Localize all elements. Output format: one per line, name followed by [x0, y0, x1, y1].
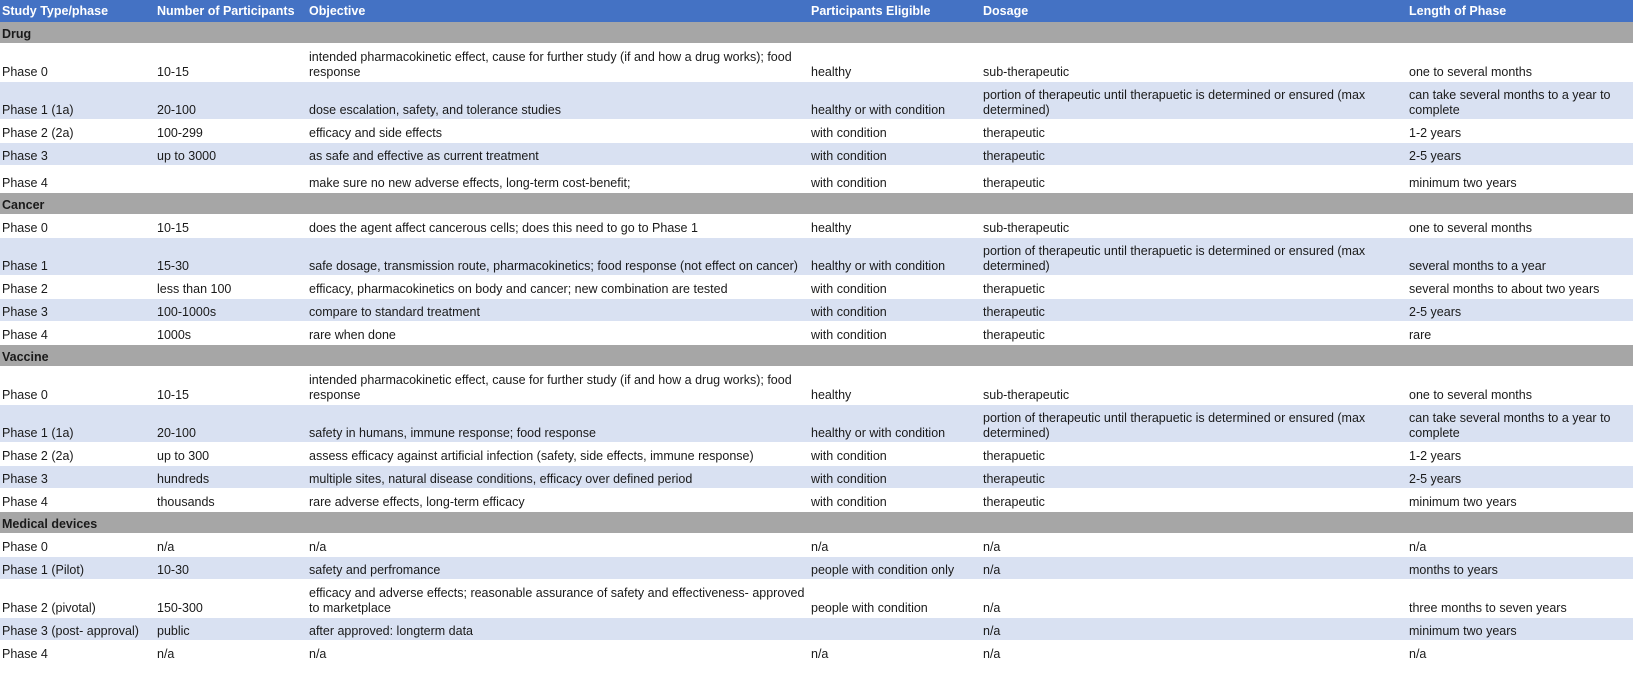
cell-participants: 20-100: [155, 82, 307, 120]
cell-study-type: Phase 3 (post- approval): [0, 618, 155, 641]
cell-objective: intended pharmacokinetic effect, cause for further study (if and how a drug works); food response: [307, 367, 809, 405]
cell-participants: 1000s: [155, 322, 307, 345]
cell-dosage: therapuetic: [981, 443, 1407, 466]
cell-length: several months to a year: [1407, 238, 1633, 276]
cell-study-type: Phase 1: [0, 238, 155, 276]
cell-dosage: n/a: [981, 534, 1407, 557]
section-row: [0, 512, 1633, 534]
cell-study-type: Phase 3: [0, 466, 155, 489]
table-row: [0, 443, 1633, 466]
cell-length: minimum two years: [1407, 489, 1633, 512]
cell-length: 2-5 years: [1407, 466, 1633, 489]
cell-participants: 150-300: [155, 580, 307, 618]
cell-eligible: with condition: [809, 276, 981, 299]
header-length: Length of Phase: [1407, 0, 1633, 22]
table-row: [0, 238, 1633, 276]
cell-objective: safety and perfromance: [307, 557, 809, 580]
cell-dosage: therapeutic: [981, 466, 1407, 489]
cell-dosage: sub-therapeutic: [981, 367, 1407, 405]
cell-dosage: therapeutic: [981, 120, 1407, 143]
header-eligible: Participants Eligible: [809, 0, 981, 22]
cell-dosage: therapuetic: [981, 276, 1407, 299]
cell-dosage: portion of therapeutic until therapuetic is determined or ensured (max determined): [981, 82, 1407, 120]
cell-participants: 100-299: [155, 120, 307, 143]
cell-dosage: therapeutic: [981, 489, 1407, 512]
table-row: [0, 618, 1633, 641]
cell-objective: does the agent affect cancerous cells; does this need to go to Phase 1: [307, 215, 809, 238]
cell-study-type: Phase 0: [0, 215, 155, 238]
cell-length: several months to about two years: [1407, 276, 1633, 299]
table-row: [0, 489, 1633, 512]
table-row: [0, 215, 1633, 238]
table-row: [0, 143, 1633, 166]
cell-participants: up to 300: [155, 443, 307, 466]
section-title: Drug: [0, 22, 1633, 44]
table-row: [0, 641, 1633, 664]
table-row: [0, 405, 1633, 443]
section-row: [0, 193, 1633, 215]
table-row: [0, 276, 1633, 299]
table-row: [0, 466, 1633, 489]
cell-participants: hundreds: [155, 466, 307, 489]
cell-eligible: healthy or with condition: [809, 238, 981, 276]
table-row: [0, 299, 1633, 322]
table-row: [0, 322, 1633, 345]
cell-length: minimum two years: [1407, 618, 1633, 641]
cell-eligible: with condition: [809, 443, 981, 466]
cell-length: rare: [1407, 322, 1633, 345]
header-objective: Objective: [307, 0, 809, 22]
cell-length: one to several months: [1407, 215, 1633, 238]
cell-participants: public: [155, 618, 307, 641]
cell-dosage: portion of therapeutic until therapuetic is determined or ensured (max determined): [981, 238, 1407, 276]
cell-eligible: with condition: [809, 322, 981, 345]
cell-participants: 10-15: [155, 215, 307, 238]
cell-participants: n/a: [155, 641, 307, 664]
section-row: [0, 345, 1633, 367]
cell-participants: 100-1000s: [155, 299, 307, 322]
header-participants: Number of Participants: [155, 0, 307, 22]
cell-study-type: Phase 4: [0, 489, 155, 512]
cell-dosage: therapeutic: [981, 166, 1407, 193]
cell-study-type: Phase 1 (1a): [0, 82, 155, 120]
cell-study-type: Phase 2 (pivotal): [0, 580, 155, 618]
cell-dosage: n/a: [981, 557, 1407, 580]
cell-eligible: people with condition: [809, 580, 981, 618]
cell-objective: safety in humans, immune response; food response: [307, 405, 809, 443]
table-row: [0, 580, 1633, 618]
cell-study-type: Phase 3: [0, 299, 155, 322]
cell-length: 2-5 years: [1407, 299, 1633, 322]
cell-study-type: Phase 3: [0, 143, 155, 166]
table-row: [0, 557, 1633, 580]
cell-dosage: n/a: [981, 641, 1407, 664]
cell-study-type: Phase 2 (2a): [0, 443, 155, 466]
cell-eligible: with condition: [809, 166, 981, 193]
cell-dosage: n/a: [981, 580, 1407, 618]
cell-length: months to years: [1407, 557, 1633, 580]
header-dosage: Dosage: [981, 0, 1407, 22]
cell-length: one to several months: [1407, 367, 1633, 405]
cell-study-type: Phase 0: [0, 534, 155, 557]
cell-objective: dose escalation, safety, and tolerance studies: [307, 82, 809, 120]
cell-length: 1-2 years: [1407, 443, 1633, 466]
cell-participants: 10-30: [155, 557, 307, 580]
cell-length: three months to seven years: [1407, 580, 1633, 618]
cell-study-type: Phase 0: [0, 44, 155, 82]
cell-dosage: n/a: [981, 618, 1407, 641]
cell-participants: 20-100: [155, 405, 307, 443]
cell-participants: 15-30: [155, 238, 307, 276]
cell-dosage: sub-therapeutic: [981, 44, 1407, 82]
cell-eligible: healthy or with condition: [809, 405, 981, 443]
cell-dosage: therapeutic: [981, 299, 1407, 322]
table-row: [0, 367, 1633, 405]
cell-dosage: therapeutic: [981, 143, 1407, 166]
cell-eligible: with condition: [809, 143, 981, 166]
section-title: Cancer: [0, 193, 1633, 215]
cell-eligible: n/a: [809, 641, 981, 664]
cell-participants: [155, 166, 307, 193]
cell-dosage: sub-therapeutic: [981, 215, 1407, 238]
table-row: [0, 534, 1633, 557]
cell-length: 2-5 years: [1407, 143, 1633, 166]
header-study-type: Study Type/phase: [0, 0, 155, 22]
cell-study-type: Phase 2 (2a): [0, 120, 155, 143]
cell-objective: intended pharmacokinetic effect, cause for further study (if and how a drug works); food response: [307, 44, 809, 82]
cell-eligible: n/a: [809, 534, 981, 557]
cell-study-type: Phase 4: [0, 641, 155, 664]
cell-participants: less than 100: [155, 276, 307, 299]
cell-dosage: portion of therapeutic until therapuetic is determined or ensured (max determined): [981, 405, 1407, 443]
cell-objective: as safe and effective as current treatment: [307, 143, 809, 166]
table-row: [0, 82, 1633, 120]
cell-participants: n/a: [155, 534, 307, 557]
table-row: [0, 44, 1633, 82]
table-row: [0, 166, 1633, 193]
cell-objective: assess efficacy against artificial infection (safety, side effects, immune response): [307, 443, 809, 466]
cell-length: n/a: [1407, 534, 1633, 557]
cell-participants: 10-15: [155, 367, 307, 405]
cell-length: 1-2 years: [1407, 120, 1633, 143]
cell-length: one to several months: [1407, 44, 1633, 82]
cell-participants: 10-15: [155, 44, 307, 82]
table-row: [0, 120, 1633, 143]
cell-eligible: [809, 618, 981, 641]
section-title: Medical devices: [0, 512, 1633, 534]
cell-eligible: healthy or with condition: [809, 82, 981, 120]
cell-objective: n/a: [307, 641, 809, 664]
cell-eligible: healthy: [809, 44, 981, 82]
cell-objective: multiple sites, natural disease conditions, efficacy over defined period: [307, 466, 809, 489]
cell-length: can take several months to a year to complete: [1407, 405, 1633, 443]
table-body: [0, 22, 1633, 664]
section-title: Vaccine: [0, 345, 1633, 367]
cell-eligible: with condition: [809, 299, 981, 322]
cell-length: can take several months to a year to complete: [1407, 82, 1633, 120]
cell-objective: rare adverse effects, long-term efficacy: [307, 489, 809, 512]
cell-participants: thousands: [155, 489, 307, 512]
cell-objective: n/a: [307, 534, 809, 557]
cell-objective: efficacy, pharmacokinetics on body and cancer; new combination are tested: [307, 276, 809, 299]
cell-eligible: with condition: [809, 489, 981, 512]
cell-objective: after approved: longterm data: [307, 618, 809, 641]
cell-objective: rare when done: [307, 322, 809, 345]
cell-eligible: with condition: [809, 120, 981, 143]
cell-dosage: therapeutic: [981, 322, 1407, 345]
cell-objective: safe dosage, transmission route, pharmacokinetics; food response (not effect on cancer): [307, 238, 809, 276]
cell-length: n/a: [1407, 641, 1633, 664]
cell-eligible: people with condition only: [809, 557, 981, 580]
cell-objective: efficacy and adverse effects; reasonable assurance of safety and effectiveness- approved to marketplace: [307, 580, 809, 618]
cell-eligible: healthy: [809, 215, 981, 238]
cell-length: minimum two years: [1407, 166, 1633, 193]
cell-objective: efficacy and side effects: [307, 120, 809, 143]
cell-participants: up to 3000: [155, 143, 307, 166]
cell-study-type: Phase 2: [0, 276, 155, 299]
section-row: [0, 22, 1633, 44]
cell-objective: make sure no new adverse effects, long-term cost-benefit;: [307, 166, 809, 193]
cell-eligible: healthy: [809, 367, 981, 405]
cell-eligible: with condition: [809, 466, 981, 489]
cell-study-type: Phase 4: [0, 322, 155, 345]
cell-study-type: Phase 4: [0, 166, 155, 193]
cell-objective: compare to standard treatment: [307, 299, 809, 322]
header-row: [0, 0, 1633, 22]
cell-study-type: Phase 1 (Pilot): [0, 557, 155, 580]
cell-study-type: Phase 1 (1a): [0, 405, 155, 443]
cell-study-type: Phase 0: [0, 367, 155, 405]
